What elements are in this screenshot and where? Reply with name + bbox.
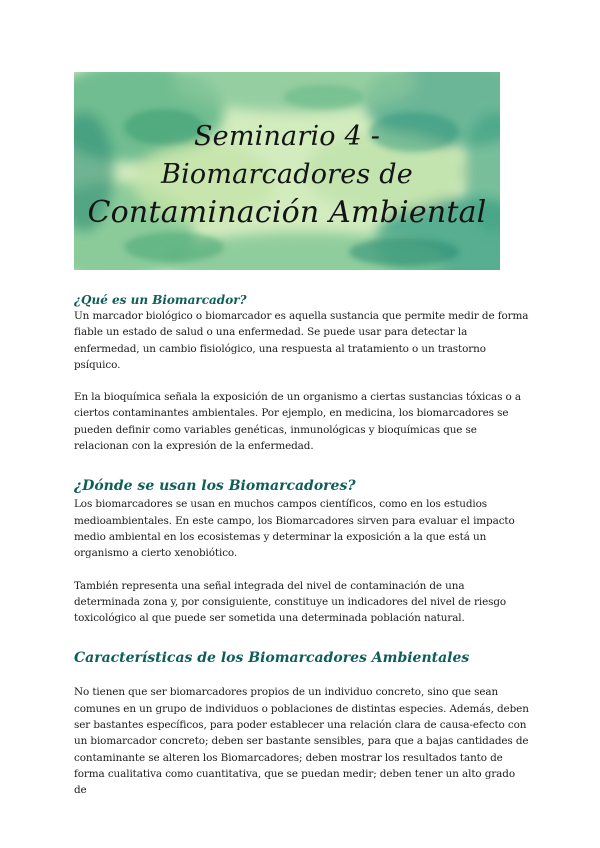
paragraph: Un marcador biológico o biomarcador es aquella sustancia que permite medir de forma fiable un estado de salud o una enfermedad. Se puede usar para detectar la enfermedad, un cambio fisiológico, una respuesta al tratamiento o un trastorno psíquico. (74, 310, 529, 371)
paragraph: En la bioquímica señala la exposición de un organismo a ciertas sustancias tóxicas o a ciertos contaminantes ambientales. Por ejemplo, en medicina, los biomarcadores se pueden definir como variables genéticas, inmunológicas y bioquímicas que se relacionan con la expresión de la enfermedad. (74, 391, 521, 453)
title-line-2: Biomarcadores de (161, 159, 413, 190)
title-line-3: Contaminación Ambiental (87, 195, 487, 230)
title-banner (74, 72, 500, 270)
banner-title (74, 118, 500, 232)
paragraph: No tienen que ser biomarcadores propios de un individuo concreto, sino que sean comunes en un grupo de individuos o poblaciones de distintas especies. Además, deben ser bastantes específicos, para poder establecer una relación clara de causa-efecto con un biomarcador concreto; deben ser bastante sensibles, para que a bajas cantidades de contaminante se alteren los Biomarcadores; deben mostrar los resultados tanto de forma cualitativa como cuantitativa, que se puedan medir; deben tener un alto grado de (74, 686, 529, 797)
section-heading-que-es: ¿Qué es un Biomarcador? (74, 293, 247, 307)
title-line-1: Seminario 4 - (193, 121, 381, 152)
section-heading-caracteristicas: Características de los Biomarcadores Ambientales (74, 650, 470, 667)
paragraph: Los biomarcadores se usan en muchos campos científicos, como en los estudios medioambientales. En este campo, los Biomarcadores sirven para evaluar el impacto medio ambiental en los ecosistemas y determinar la exposición a la que está un organismo a cierto xenobiótico. (74, 498, 515, 560)
section-heading-donde: ¿Dónde se usan los Biomarcadores? (74, 478, 356, 495)
paragraph: También representa una señal integrada del nivel de contaminación de una determinada zona y, por consiguiente, constituye un indicadores del nivel de riesgo toxicológico al que puede ser sometida una determinada población natural. (74, 579, 507, 625)
document-body (74, 292, 530, 799)
